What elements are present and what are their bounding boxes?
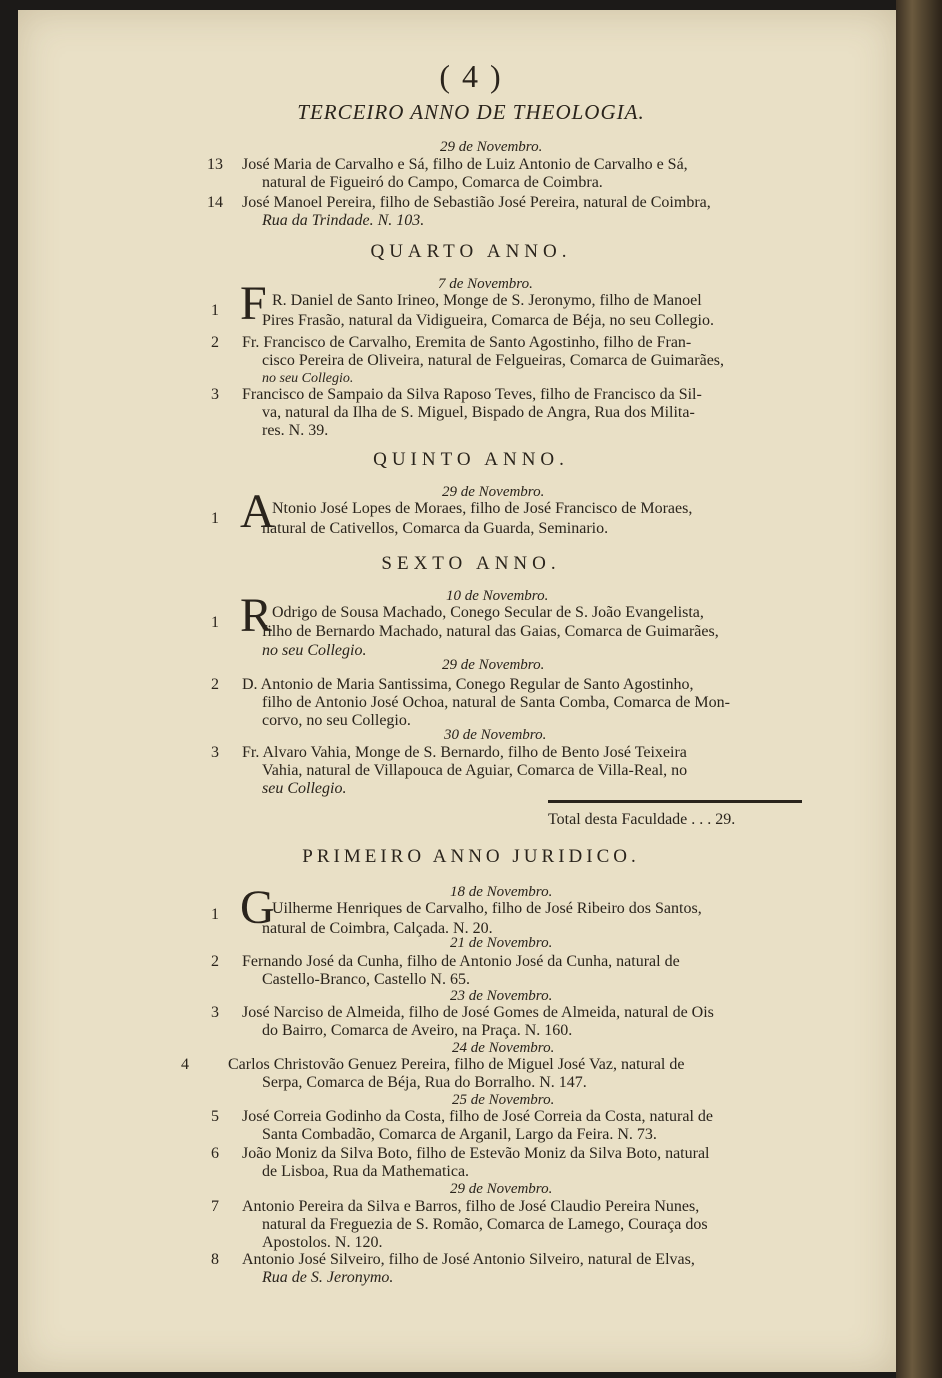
entry-line: filho de Bernardo Machado, natural das Gaias, Comarca de Guimarães, [262,623,719,640]
page-number: ( 4 ) [439,58,503,94]
entry-line: Castello-Branco, Castello N. 65. [262,971,470,988]
entry-number: 3 [211,744,219,761]
entry-number: 13 [207,156,223,173]
drop-cap: R [240,589,273,642]
entry-line: Pires Frasão, natural da Vidigueira, Comarca de Béja, no seu Collegio. [262,312,714,329]
entry-line: Carlos Christovão Genuez Pereira, filho de Miguel José Vaz, natural de [228,1056,685,1073]
entry-number: 2 [211,334,219,351]
entry-line: Fr. Francisco de Carvalho, Eremita de Santo Agostinho, filho de Fran- [242,334,692,351]
entry-number: 2 [211,676,219,693]
entry-number: 2 [211,953,219,970]
entry-number: 8 [211,1251,219,1268]
entry-line: Santa Combadão, Comarca de Arganil, Largo da Feira. N. 73. [262,1126,657,1143]
entry-line: Serpa, Comarca de Béja, Rua do Borralho. N. 147. [262,1074,587,1091]
entry-line: natural de Figueiró do Campo, Comarca de Coimbra. [262,174,603,191]
drop-cap: G [240,881,275,934]
entry-line: José Maria de Carvalho e Sá, filho de Luiz Antonio de Carvalho e Sá, [242,156,688,173]
entry-line: va, natural da Ilha de S. Miguel, Bispado de Angra, Rua dos Milita- [262,404,695,421]
entry-line: seu Collegio. [262,780,347,797]
drop-cap: A [240,485,275,538]
entry-line: Ntonio José Lopes de Moraes, filho de José Francisco de Moraes, [272,500,693,517]
entry-line: Vahia, natural de Villapouca de Aguiar, Comarca de Villa-Real, no [262,762,688,779]
entry-number: 1 [211,510,219,527]
date-heading: 25 de Novembro. [452,1092,555,1108]
entry-line: José Correia Godinho da Costa, filho de José Correia da Costa, natural de [242,1108,713,1125]
section-title: QUARTO ANNO. [370,241,572,262]
entry-line: João Moniz da Silva Boto, filho de Estevão Moniz da Silva Boto, natural [242,1145,710,1162]
entry-number: 3 [211,1004,219,1021]
entry-line: do Bairro, Comarca de Aveiro, na Praça. N. 160. [262,1022,573,1039]
entry-line: no seu Collegio. [262,371,354,386]
entry-line: filho de Antonio José Ochoa, natural de Santa Comba, Comarca de Mon- [262,694,730,711]
entry-number: 14 [207,194,223,211]
date-heading: 29 de Novembro. [440,139,543,155]
entry-line: Francisco de Sampaio da Silva Raposo Teves, filho de Francisco da Sil- [242,386,702,403]
entry-number: 3 [211,386,219,403]
date-heading: 10 de Novembro. [446,588,549,604]
entry-line: natural de Coimbra, Calçada. N. 20. [262,920,493,937]
entry-number: 4 [181,1056,189,1073]
date-heading: 23 de Novembro. [450,988,553,1004]
entry-line: corvo, no seu Collegio. [262,712,411,729]
entry-number: 1 [211,302,219,319]
entry-line: Fernando José da Cunha, filho de Antonio José da Cunha, natural de [242,953,680,970]
entry-line: natural da Freguezia de S. Romão, Comarca de Lamego, Couraça dos [262,1216,708,1233]
section-title: QUINTO ANNO. [373,449,569,470]
running-head: TERCEIRO ANNO DE THEOLOGIA. [297,100,645,124]
entry-line: Fr. Alvaro Vahia, Monge de S. Bernardo, filho de Bento José Teixeira [242,744,687,761]
faculty-total: Total desta Faculdade . . . 29. [548,811,736,828]
entry-number: 6 [211,1145,219,1162]
entry-line: cisco Pereira de Oliveira, natural de Felgueiras, Comarca de Guimarães, [262,352,725,369]
section-title: PRIMEIRO ANNO JURIDICO. [302,846,640,867]
entry-line: R. Daniel de Santo Irineo, Monge de S. Jeronymo, filho de Manoel [272,292,702,309]
entry-line: José Manoel Pereira, filho de Sebastião José Pereira, natural de Coimbra, [242,194,711,211]
date-heading: 29 de Novembro. [442,484,545,500]
entry-line: Antonio José Silveiro, filho de José Antonio Silveiro, natural de Elvas, [242,1251,695,1268]
date-heading: 24 de Novembro. [452,1040,555,1056]
entry-number: 1 [211,906,219,923]
date-heading: 21 de Novembro. [450,935,553,951]
entry-line: de Lisboa, Rua da Mathematica. [262,1163,470,1180]
divider-rule [548,800,802,803]
date-heading: 29 de Novembro. [442,657,545,673]
entry-line: Uilherme Henriques de Carvalho, filho de José Ribeiro dos Santos, [272,900,702,917]
entry-number: 5 [211,1108,219,1125]
drop-cap: F [240,277,267,330]
entry-line: res. N. 39. [262,422,329,439]
entry-line: Rua da Trindade. N. 103. [262,212,425,229]
entry-line: natural de Cativellos, Comarca da Guarda, Seminario. [262,520,609,537]
entry-number: 1 [211,614,219,631]
entry-line: Rua de S. Jeronymo. [262,1269,394,1286]
date-heading: 18 de Novembro. [450,884,553,900]
date-heading: 7 de Novembro. [438,276,533,292]
entry-line: José Narciso de Almeida, filho de José Gomes de Almeida, natural de Ois [242,1004,714,1021]
date-heading: 30 de Novembro. [444,727,547,743]
entry-line: Odrigo de Sousa Machado, Conego Secular de S. João Evangelista, [272,604,704,621]
entry-line: D. Antonio de Maria Santissima, Conego Regular de Santo Agostinho, [242,676,694,693]
book-spine [896,0,942,1378]
section-title: SEXTO ANNO. [381,553,561,574]
entry-line: Antonio Pereira da Silva e Barros, filho de José Claudio Pereira Nunes, [242,1198,700,1215]
entry-number: 7 [211,1198,219,1215]
entry-line: Apostolos. N. 120. [262,1234,383,1251]
entry-line: no seu Collegio. [262,642,367,659]
date-heading: 29 de Novembro. [450,1181,553,1197]
